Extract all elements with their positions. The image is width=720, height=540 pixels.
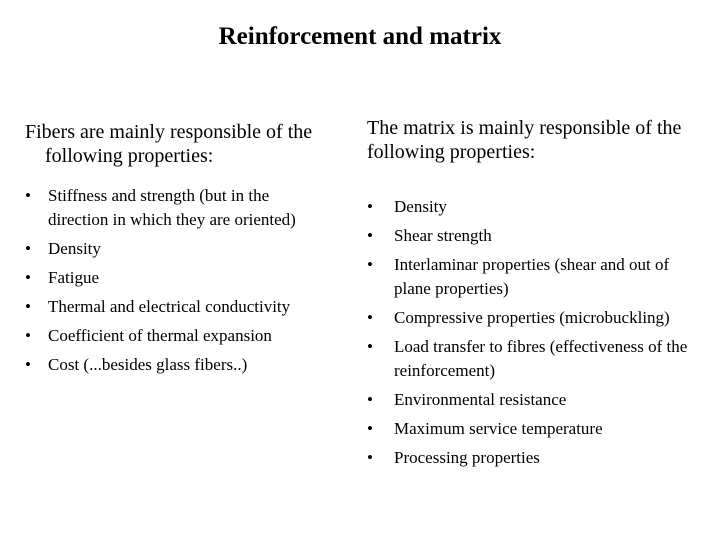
list-item [25, 295, 325, 319]
list-item-text: Fatigue [48, 268, 99, 287]
list-item [367, 306, 707, 330]
bullet-icon: • [367, 390, 373, 409]
bullet-icon: • [25, 239, 31, 258]
list-item-text: Coefficient of thermal expansion [48, 326, 272, 345]
bullet-icon: • [25, 268, 31, 287]
bullet-icon: • [367, 308, 373, 327]
matrix-heading: The matrix is mainly responsible of the following properties: [367, 117, 682, 163]
list-item [25, 324, 325, 348]
list-item [25, 237, 325, 261]
bullet-icon: • [367, 255, 373, 274]
bullet-icon: • [367, 226, 373, 245]
list-item-text: Shear strength [394, 226, 492, 245]
list-item-text: Stiffness and strength (but in the direction in which they are oriented) [48, 186, 296, 229]
matrix-column [367, 116, 707, 475]
bullet-icon: • [367, 337, 373, 356]
bullet-icon: • [367, 448, 373, 467]
list-item [25, 266, 325, 290]
list-item [367, 388, 707, 412]
list-item-text: Processing properties [394, 448, 540, 467]
list-item-text: Compressive properties (microbuckling) [394, 308, 670, 327]
bullet-icon: • [25, 326, 31, 345]
bullet-icon: • [367, 419, 373, 438]
fibers-column [25, 120, 325, 382]
list-item-text: Load transfer to fibres (effectiveness of the reinforcement) [394, 337, 688, 380]
bullet-icon: • [25, 355, 31, 374]
list-item-text: Environmental resistance [394, 390, 567, 409]
slide-title: Reinforcement and matrix [218, 23, 502, 50]
bullet-icon: • [25, 297, 31, 316]
bullet-icon: • [367, 197, 373, 216]
fibers-property-list [25, 184, 325, 377]
bullet-icon: • [25, 186, 31, 205]
list-item [25, 184, 325, 232]
list-item-text: Interlaminar properties (shear and out of plane properties) [394, 255, 670, 298]
list-item-text: Cost (...besides glass fibers..) [48, 355, 248, 374]
list-item [25, 353, 325, 377]
list-item-text: Thermal and electrical conductivity [48, 297, 291, 316]
list-item [367, 195, 707, 219]
list-item-text: Maximum service temperature [394, 419, 603, 438]
fibers-heading: Fibers are mainly responsible of the following properties: [25, 121, 313, 167]
list-item [367, 417, 707, 441]
matrix-property-list [367, 195, 707, 470]
list-item-text: Density [394, 197, 447, 216]
list-item [367, 446, 707, 470]
list-item [367, 224, 707, 248]
list-item-text: Density [48, 239, 101, 258]
list-item [367, 253, 707, 301]
list-item [367, 335, 707, 383]
